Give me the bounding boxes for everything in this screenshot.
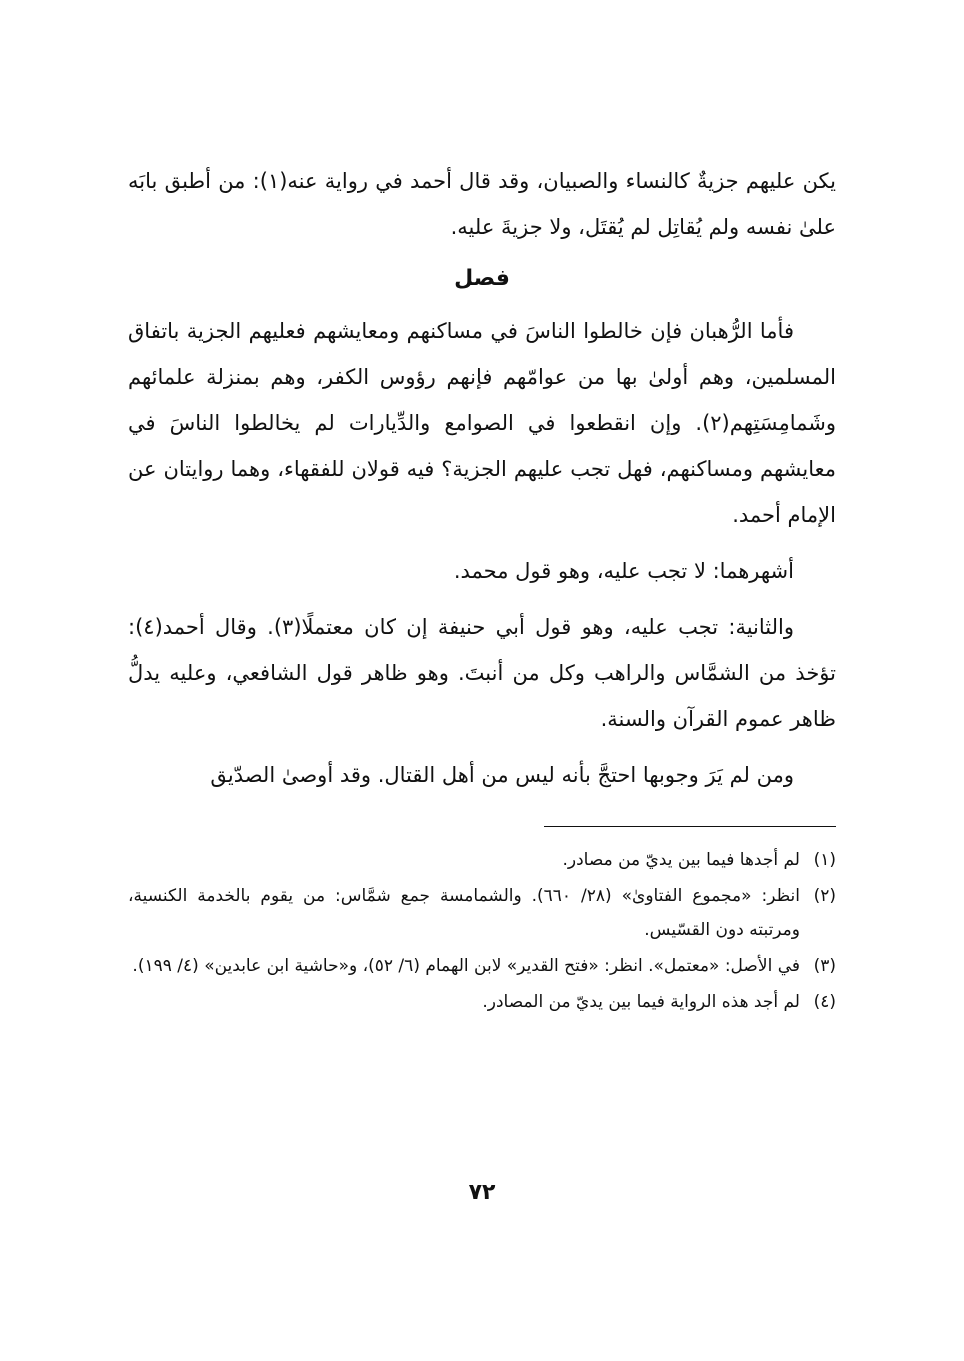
footnote-2 xyxy=(128,879,836,947)
paragraph-3: أشهرهما: لا تجب عليه، وهو قول محمد. xyxy=(453,559,794,583)
footnote-text: انظر: «مجموع الفتاوىٰ» (٢٨/ ٦٦٠). والشمامسة جمع شمَّاس: من يقوم بالخدمة الكنسية، ومرتبته دون القسّيس. xyxy=(128,886,800,940)
footnote-text: في الأصل: «معتمل». انظر: «فتح القدير» لابن الهمام (٦/ ٥٢)، و«حاشية ابن عابدين» (٤/ ١٩٩). xyxy=(132,956,800,976)
footnote-3 xyxy=(128,949,836,983)
footnote-text: لم أجد هذه الرواية فيما بين يديّ من المصادر. xyxy=(482,992,800,1012)
footnote-1 xyxy=(128,843,836,877)
footnote-number: (٣) xyxy=(813,956,836,976)
footnotes xyxy=(128,843,836,1019)
footnote-text: لم أجدها فيما بين يديّ من مصادر. xyxy=(562,850,800,870)
paragraph-4: والثانية: تجب عليه، وهو قول أبي حنيفة إن كان معتملًا(٣). وقال أحمد(٤): تؤخذ من الشمَّاس والراهب وكل من أنبتَ. وهو ظاهر قول الشافعي، وعليه يدلُّ ظاهر عموم القرآن والسنة. xyxy=(128,615,836,731)
footnote-4 xyxy=(128,985,836,1019)
paragraph-5: ومن لم يَرَ وجوبها احتجَّ بأنه ليس من أهل القتال. وقد أوصىٰ الصدّيق xyxy=(210,763,794,787)
footnote-number: (١) xyxy=(813,850,836,870)
footnote-number: (٢) xyxy=(813,886,836,906)
footnote-divider xyxy=(544,826,836,827)
paragraph-2: فأما الرُّهبان فإن خالطوا الناسَ في مساكنهم ومعايشهم فعليهم الجزية باتفاق المسلمين، وهم أولىٰ بها من عوامّهم فإنهم رؤوس الكفر، وهم بمنزلة علمائهم وشَمامِسَتِهم(٢). وإن انقطعوا في الصوامع والدِّيارات لم يخالطوا الناسَ في معايشهم ومساكنهم، فهل تجب عليهم الجزية؟ فيه قولان للفقهاء، وهما روايتان عن الإمام أحمد. xyxy=(128,319,836,527)
main-text xyxy=(128,158,836,798)
page-number: ٧٢ xyxy=(468,1180,496,1205)
paragraph-1: يكن عليهم جزيةٌ كالنساء والصبيان، وقد قال أحمد في رواية عنه(١): من أطبق بابَه علىٰ نفسه ولم يُقاتِل لم يُقتَل، ولا جزيةَ عليه. xyxy=(128,169,837,239)
section-heading: فصل xyxy=(454,266,510,291)
footnote-number: (٤) xyxy=(813,992,836,1012)
